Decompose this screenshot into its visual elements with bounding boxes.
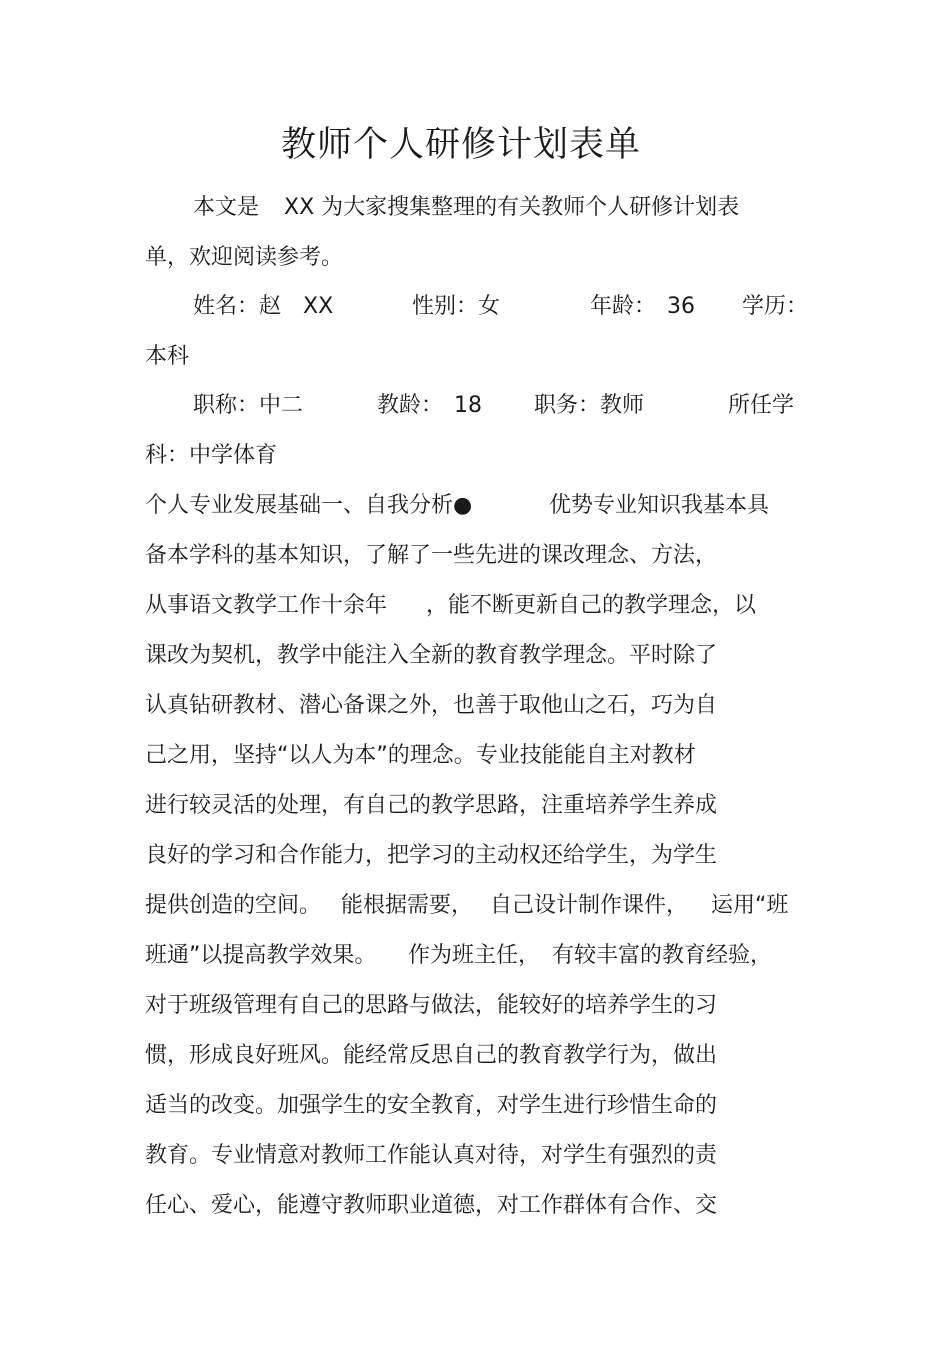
body-text: 课改为契机，教学中能注入全新的教育教学理念。平时除了 [145, 643, 718, 668]
body-text: 运用“班 [711, 893, 789, 918]
body-text: 适当的改变。加强学生的安全教育，对学生进行珍惜生命的 [145, 1093, 718, 1118]
body-text: 进行较灵活的处理，有自己的教学思路，注重培养学生养成 [145, 793, 718, 818]
body-text: 对于班级管理有自己的思路与做法，能较好的培养学生的习 [145, 993, 718, 1018]
body-text: 个人专业发展基础一、自我分析● [145, 493, 473, 518]
body-text: ，能不断更新自己的教学理念，以 [426, 593, 757, 618]
body-text: 任心、爱心，能遵守教师职业道德，对工作群体有合作、交 [145, 1193, 718, 1218]
info-age: 年龄： 36 [590, 294, 695, 319]
intro-text: 本文是 [193, 195, 260, 220]
intro-text: XX 为大家搜集整理的有关教师个人研修计划表 [284, 195, 740, 220]
body-text: 良好的学习和合作能力，把学习的主动权还给学生，为学生 [145, 843, 718, 868]
info-gender: 性别：女 [412, 294, 501, 319]
body-text: 自己设计制作课件， [490, 893, 689, 918]
info-subject-value: 科：中学体育 [145, 443, 278, 468]
info-teaching-years: 教龄： 18 [377, 393, 482, 418]
body-text: 认真钻研教材、潜心备课之外，也善于取他山之石，巧为自 [145, 693, 718, 718]
body-text: 备本学科的基本知识，了解了一些先进的课改理念、方法， [145, 543, 718, 568]
info-education-label: 学历： [742, 294, 809, 319]
body-text: 教育。专业情意对教师工作能认真对待，对学生有强烈的责 [145, 1143, 718, 1168]
body-text: 己之用，坚持“以人为本”的理念。专业技能能自主对教材 [145, 743, 696, 768]
info-education-value: 本科 [145, 344, 190, 369]
body-text: 有较丰富的教育经验， [552, 943, 773, 968]
info-title-rank: 职称：中二 [193, 393, 304, 418]
body-text: 班通”以提高教学效果。 [145, 943, 377, 968]
body-text: 惯，形成良好班风。能经常反思自己的教育教学行为，做出 [145, 1043, 718, 1068]
intro-text: 单，欢迎阅读参考。 [145, 245, 344, 270]
info-subject-label: 所任学 [728, 393, 795, 418]
info-position: 职务：教师 [534, 393, 645, 418]
body-text: 从事语文教学工作十余年 [145, 593, 388, 618]
body-text: 提供创造的空间。 [145, 893, 322, 918]
body-text: 作为班主任， [408, 943, 541, 968]
body-text: 能根据需要， [341, 893, 474, 918]
info-name: 姓名：赵 XX [193, 294, 334, 319]
document-title: 教师个人研修计划表单 [280, 125, 641, 165]
body-text: 优势专业知识我基本具 [549, 493, 770, 518]
